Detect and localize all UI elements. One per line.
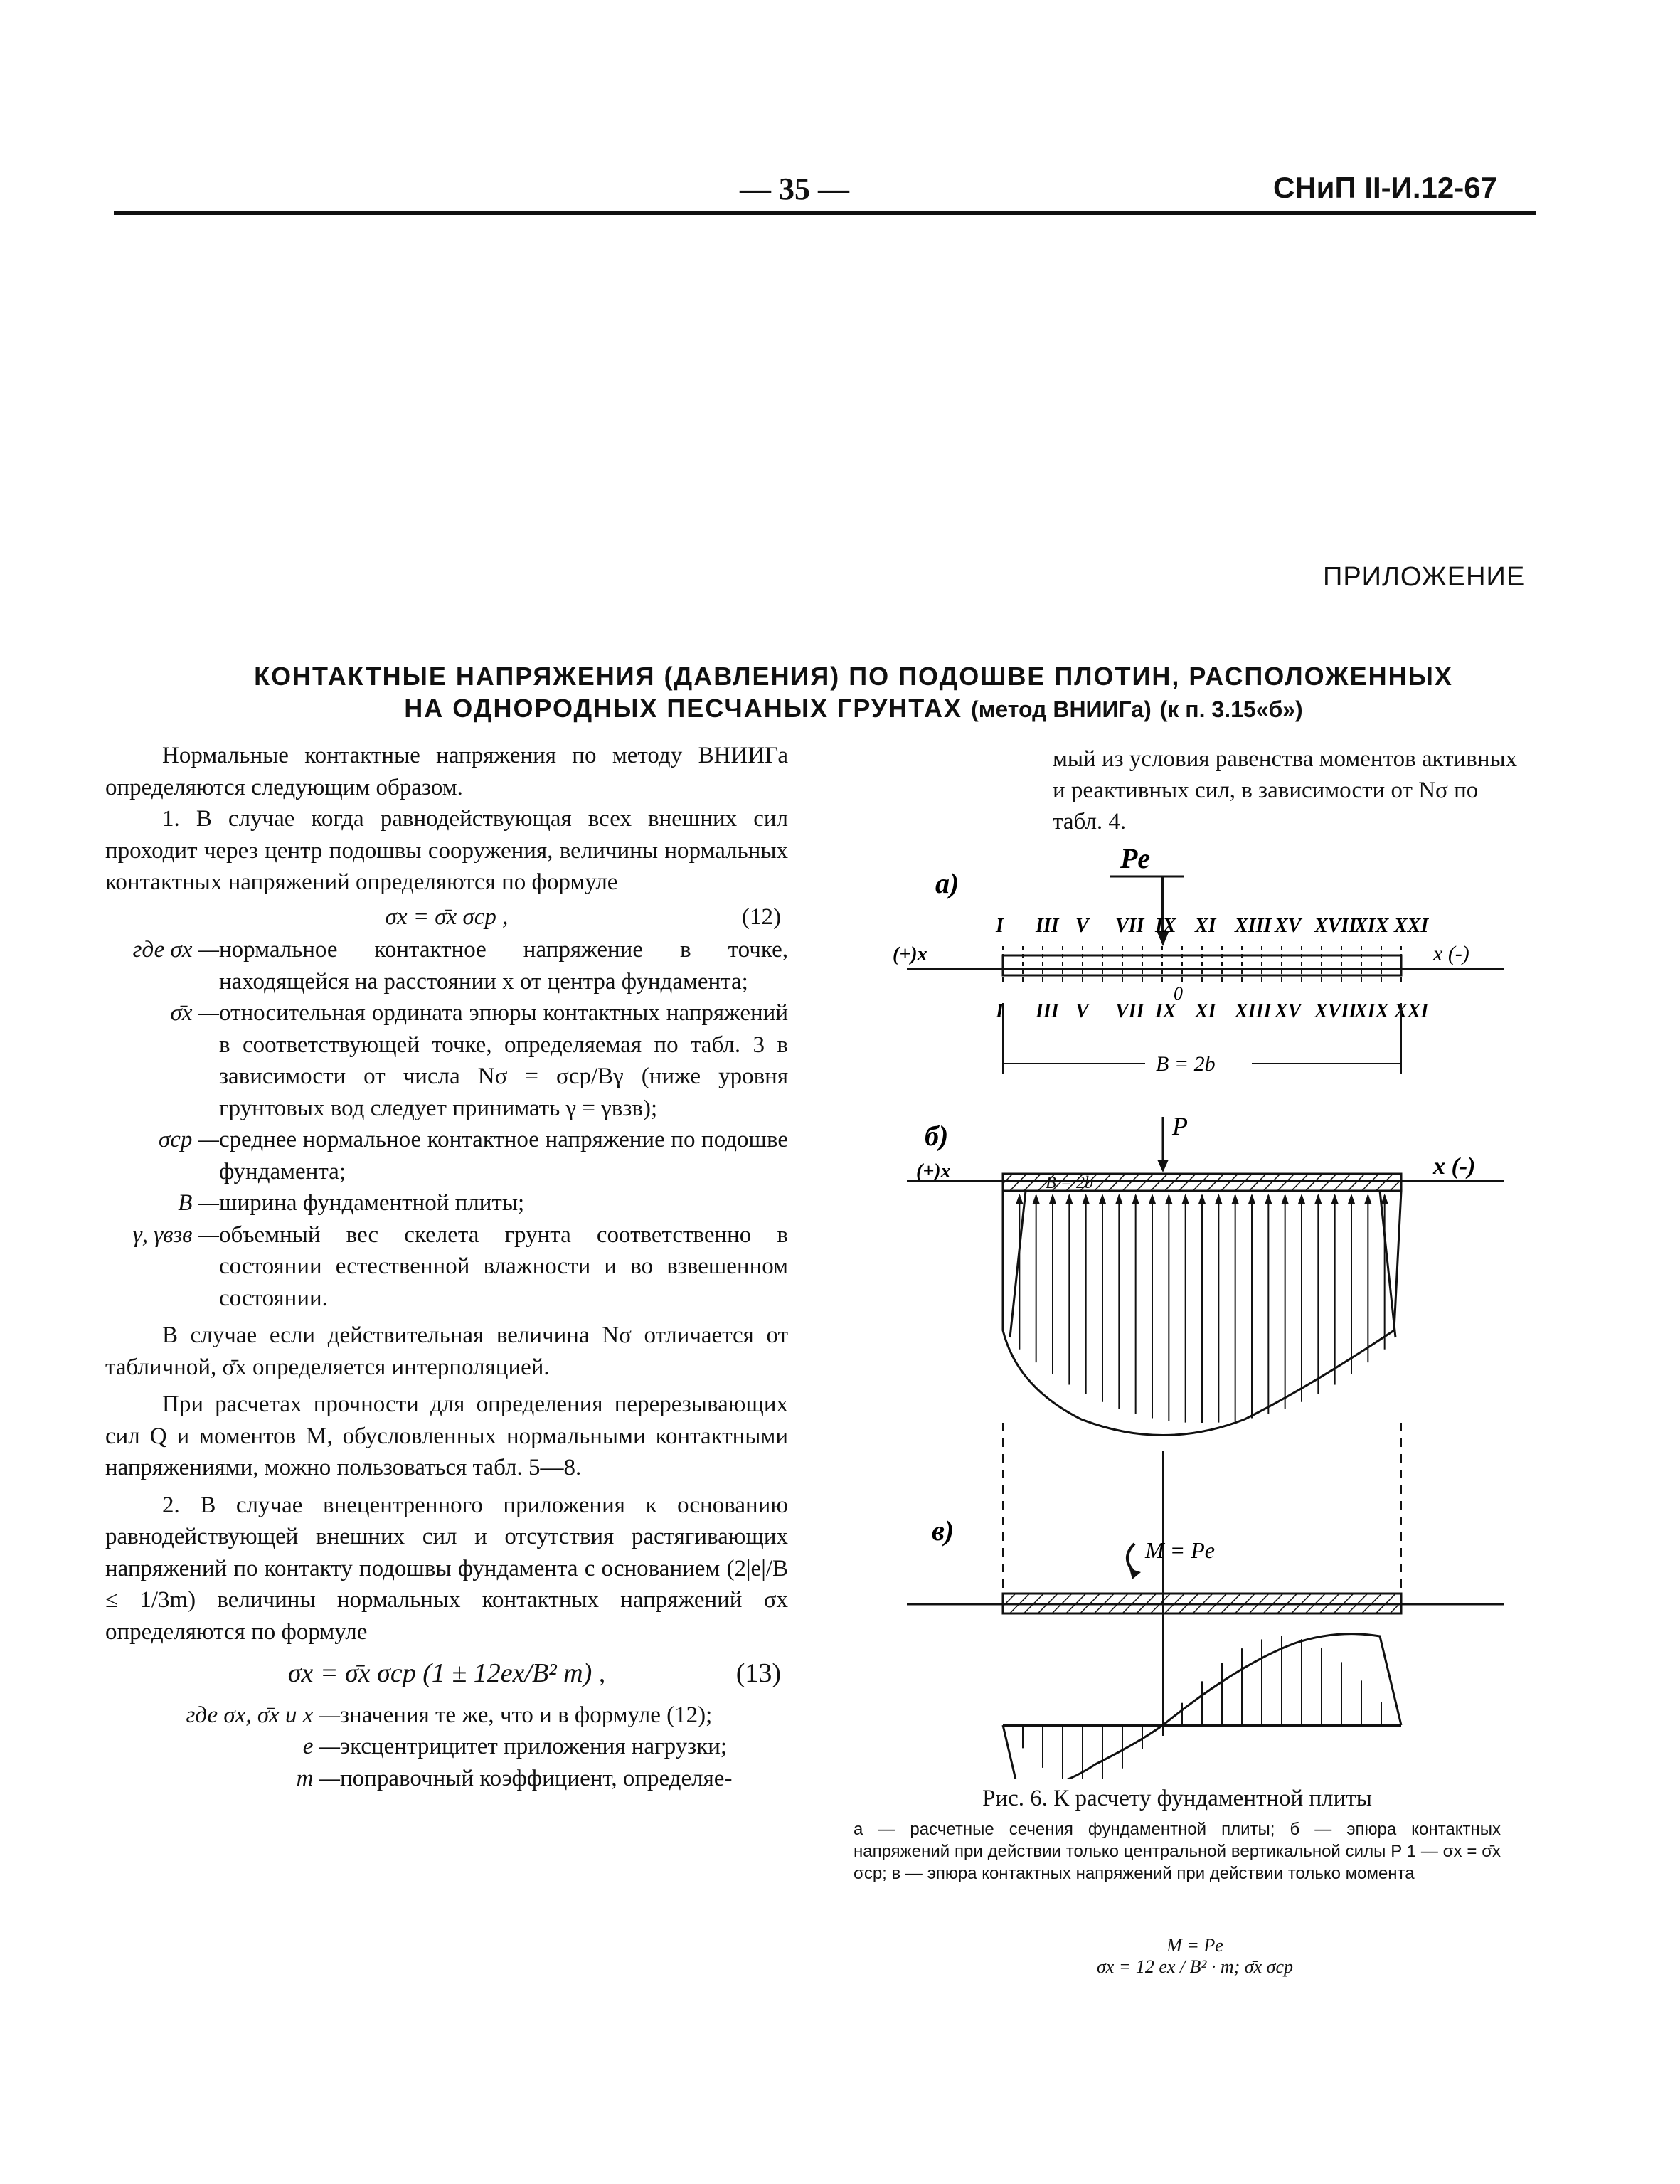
- section-label-top: V: [1075, 915, 1089, 937]
- item-2-paragraph: 2. В случае внецентренного приложения к основанию равнодействующей внешних сил и отсутствия растягивающих напряжений по контакту подошвы фундамента с основанием (2|e|/B ≤ 1/3m) величины нормальных контактных напряжений σx определяются по формуле: [105, 1492, 788, 1645]
- section-label-top: XVII: [1314, 915, 1357, 937]
- strength-paragraph: При расчетах прочности для определения перерезывающих сил Q и моментов M, обусловленных нормальными контактными напряжениями, можно пользоваться табл. 5—8.: [105, 1391, 788, 1480]
- definition-row: [105, 1700, 788, 1732]
- definition-symbol: σcp —: [158, 1127, 219, 1152]
- stress-arrows-b: [1016, 1194, 1388, 1423]
- stress-arrowhead: [1265, 1194, 1272, 1204]
- load-p-label: P: [1172, 1112, 1188, 1140]
- stress-arrowhead: [1083, 1194, 1090, 1204]
- formula-12-body: σx = σ̄x σcp ,: [385, 903, 509, 930]
- figure-caption: Рис. 6. К расчету фундаментной плиты: [982, 1786, 1372, 1811]
- load-arrowhead-b: [1157, 1160, 1169, 1172]
- document-code: СНиП II-И.12-67: [1273, 171, 1497, 204]
- page-number: — 35 —: [740, 171, 849, 206]
- definition-text: среднее нормальное контактное напряжение по подошве фундамента;: [219, 1127, 788, 1184]
- stress-arrowhead: [1099, 1194, 1106, 1204]
- definition-text: эксцентрицитет приложения нагрузки;: [340, 1734, 728, 1759]
- moment-arrowhead: [1129, 1569, 1141, 1579]
- definition-text: значения те же, что и в формуле (12);: [340, 1702, 713, 1728]
- figure-note-formula-1: M = Pe: [1166, 1935, 1223, 1956]
- definition-row: [105, 997, 788, 1124]
- load-pe-label: Pe: [1120, 842, 1151, 874]
- stress-arrowhead: [1049, 1194, 1056, 1204]
- section-label-bottom: III: [1036, 1000, 1059, 1022]
- definition-symbol: σ̄x —: [170, 1000, 219, 1026]
- panel-a-label: а): [935, 867, 959, 899]
- definition-text: объемный вес скелета грунта соответственно в состоянии естественной влажности и во взвешенном состоянии.: [219, 1221, 788, 1311]
- origin-label: 0: [1174, 983, 1183, 1004]
- definition-row: [105, 1763, 788, 1795]
- section-label-top: IX: [1155, 915, 1176, 937]
- definition-text: нормальное контактное напряжение в точке, находящейся на расстоянии x от центра фундамента;: [219, 937, 788, 995]
- moment-label: M = Pe: [1145, 1537, 1215, 1563]
- section-label-top: XIX: [1354, 915, 1389, 937]
- definition-text: ширина фундаментной плиты;: [219, 1190, 525, 1216]
- stress-arrowhead: [1033, 1194, 1040, 1204]
- appendix-label: ПРИЛОЖЕНИЕ: [1323, 562, 1526, 592]
- stress-arrowhead: [1348, 1194, 1355, 1204]
- stress-arrowhead: [1165, 1194, 1172, 1204]
- section-label-bottom: V: [1075, 1000, 1089, 1022]
- figure-note: а — расчетные сечения фундаментной плиты; б — эпюра контактных напряжений при действии только центральной вертикальной силы P 1 — σx = σ̄x σcp; в — эпюра контактных напряжений при действии только момента: [854, 1820, 1501, 1883]
- section-label-bottom: XIII: [1235, 1000, 1272, 1022]
- stress-arrowhead: [1298, 1194, 1305, 1204]
- section-label-top: III: [1036, 915, 1059, 937]
- section-label-top: XI: [1195, 915, 1216, 937]
- interpolation-paragraph: В случае если действительная величина Nσ отличается от табличной, σ̄x определяется интерполяцией.: [105, 1322, 788, 1380]
- section-label-bottom: XIX: [1354, 1000, 1389, 1022]
- edge-peak-left: [1003, 1191, 1026, 1337]
- plate-c: [1003, 1594, 1401, 1613]
- title-ref: (к п. 3.15«б»): [1159, 696, 1303, 722]
- item-1-paragraph: 1. В случае когда равнодействующая всех внешних сил проходит через центр подошвы сооружения, величины нормальных контактных напряжений определяются по формуле: [105, 806, 788, 895]
- section-label-top: XXI: [1394, 915, 1429, 937]
- bottom-section-labels: [995, 1000, 1429, 1022]
- stress-arrowhead: [1198, 1194, 1206, 1204]
- moment-arc: [1127, 1544, 1134, 1572]
- section-label-top: XIII: [1235, 915, 1272, 937]
- definition-symbol: где σx —: [132, 937, 219, 963]
- formula-12-number: (12): [742, 903, 781, 930]
- axis-left-b: (+)x: [916, 1160, 951, 1182]
- section-label-bottom: I: [996, 1000, 1004, 1022]
- axis-right-a: x (-): [1433, 942, 1469, 965]
- stress-arrowhead: [1065, 1194, 1073, 1204]
- formula-13-number: (13): [735, 1658, 781, 1688]
- section-label-bottom: XVII: [1314, 1000, 1357, 1022]
- formula-13: [105, 1658, 788, 1690]
- section-label-bottom: VII: [1115, 1000, 1144, 1022]
- stress-arrowhead: [1364, 1194, 1371, 1204]
- panel-b-label: б): [925, 1120, 949, 1152]
- stress-arrowhead: [1381, 1194, 1388, 1204]
- title-method: (метод ВНИИГа): [971, 696, 1152, 722]
- title-line-2-main: НА ОДНОРОДНЫХ ПЕСЧАНЫХ ГРУНТАХ: [404, 694, 963, 723]
- section-label-top: I: [996, 915, 1004, 937]
- right-column-text: мый из условия равенства моментов активных и реактивных сил, в зависимости от Nσ по табл. 4.: [1053, 746, 1518, 834]
- definition-row: [105, 1219, 788, 1315]
- plate-section-ticks: [1003, 946, 1401, 985]
- stress-arrowhead: [1132, 1194, 1139, 1204]
- definition-symbol: e —: [302, 1734, 340, 1759]
- section-label-bottom: XI: [1195, 1000, 1216, 1022]
- definition-text: поправочный коэффициент, определяе-: [340, 1765, 733, 1791]
- figure-note-formula: [1088, 1935, 1302, 1978]
- stress-arrowhead: [1314, 1194, 1322, 1204]
- width-label: B = 2b: [1156, 1052, 1216, 1076]
- stress-arrowhead: [1215, 1194, 1222, 1204]
- section-label-top: VII: [1115, 915, 1144, 937]
- intro-paragraph: Нормальные контактные напряжения по методу ВНИИГа определяются следующим образом.: [105, 743, 788, 800]
- title-line-2: [107, 694, 1600, 723]
- definition-row: [105, 1187, 788, 1219]
- stress-arrowhead: [1282, 1194, 1289, 1204]
- definition-symbol: B —: [178, 1190, 219, 1216]
- section-label-bottom: XXI: [1394, 1000, 1429, 1022]
- stress-arrowhead: [1016, 1194, 1023, 1204]
- stress-arrows-c: [1023, 1636, 1381, 1779]
- stress-arrowhead: [1232, 1194, 1239, 1204]
- top-section-labels: [995, 915, 1429, 937]
- stress-arrowhead: [1182, 1194, 1189, 1204]
- stress-arrowhead: [1115, 1194, 1122, 1204]
- definition-symbol: γ, γвзв —: [132, 1221, 219, 1248]
- title-line-1: КОНТАКТНЫЕ НАПРЯЖЕНИЯ (ДАВЛЕНИЯ) ПО ПОДОШВЕ ПЛОТИН, РАСПОЛОЖЕННЫХ: [254, 662, 1453, 691]
- formula-13-body: σx = σ̄x σcp (1 ± 12ex/B² m) ,: [287, 1658, 606, 1688]
- axis-right-b: x (-): [1433, 1153, 1476, 1180]
- stress-arrowhead: [1331, 1194, 1339, 1204]
- section-label-bottom: IX: [1155, 1000, 1176, 1022]
- definition-symbol: где σx, σ̄x и x —: [186, 1702, 340, 1728]
- plate-b-label: B = 2b: [1046, 1174, 1093, 1192]
- figure-note-formula-2: σx = 12 ex / B² · m; σ̄x σcp: [1096, 1956, 1294, 1977]
- left-column: [105, 740, 788, 1794]
- header-rule: [114, 211, 1536, 215]
- stress-arrowhead: [1248, 1194, 1255, 1204]
- section-label-bottom: XV: [1275, 1000, 1302, 1022]
- section-label-top: XV: [1275, 915, 1302, 937]
- definition-row: [105, 934, 788, 997]
- definition-row: [105, 1731, 788, 1763]
- formula-12: [105, 901, 788, 933]
- figure-6: [839, 839, 1522, 1779]
- panel-c-label: в): [932, 1515, 955, 1547]
- definition-symbol: m —: [296, 1765, 340, 1791]
- definition-row: [105, 1124, 788, 1187]
- definition-text: относительная ордината эпюры контактных напряжений в соответствующей точке, определяемая по табл. 3 в зависимости от числа Nσ = σcp/Bγ (ниже уровня грунтовых вод следует принимать γ = γвзв);: [219, 1000, 788, 1121]
- axis-left-a: (+)x: [893, 943, 927, 965]
- stress-arrowhead: [1149, 1194, 1156, 1204]
